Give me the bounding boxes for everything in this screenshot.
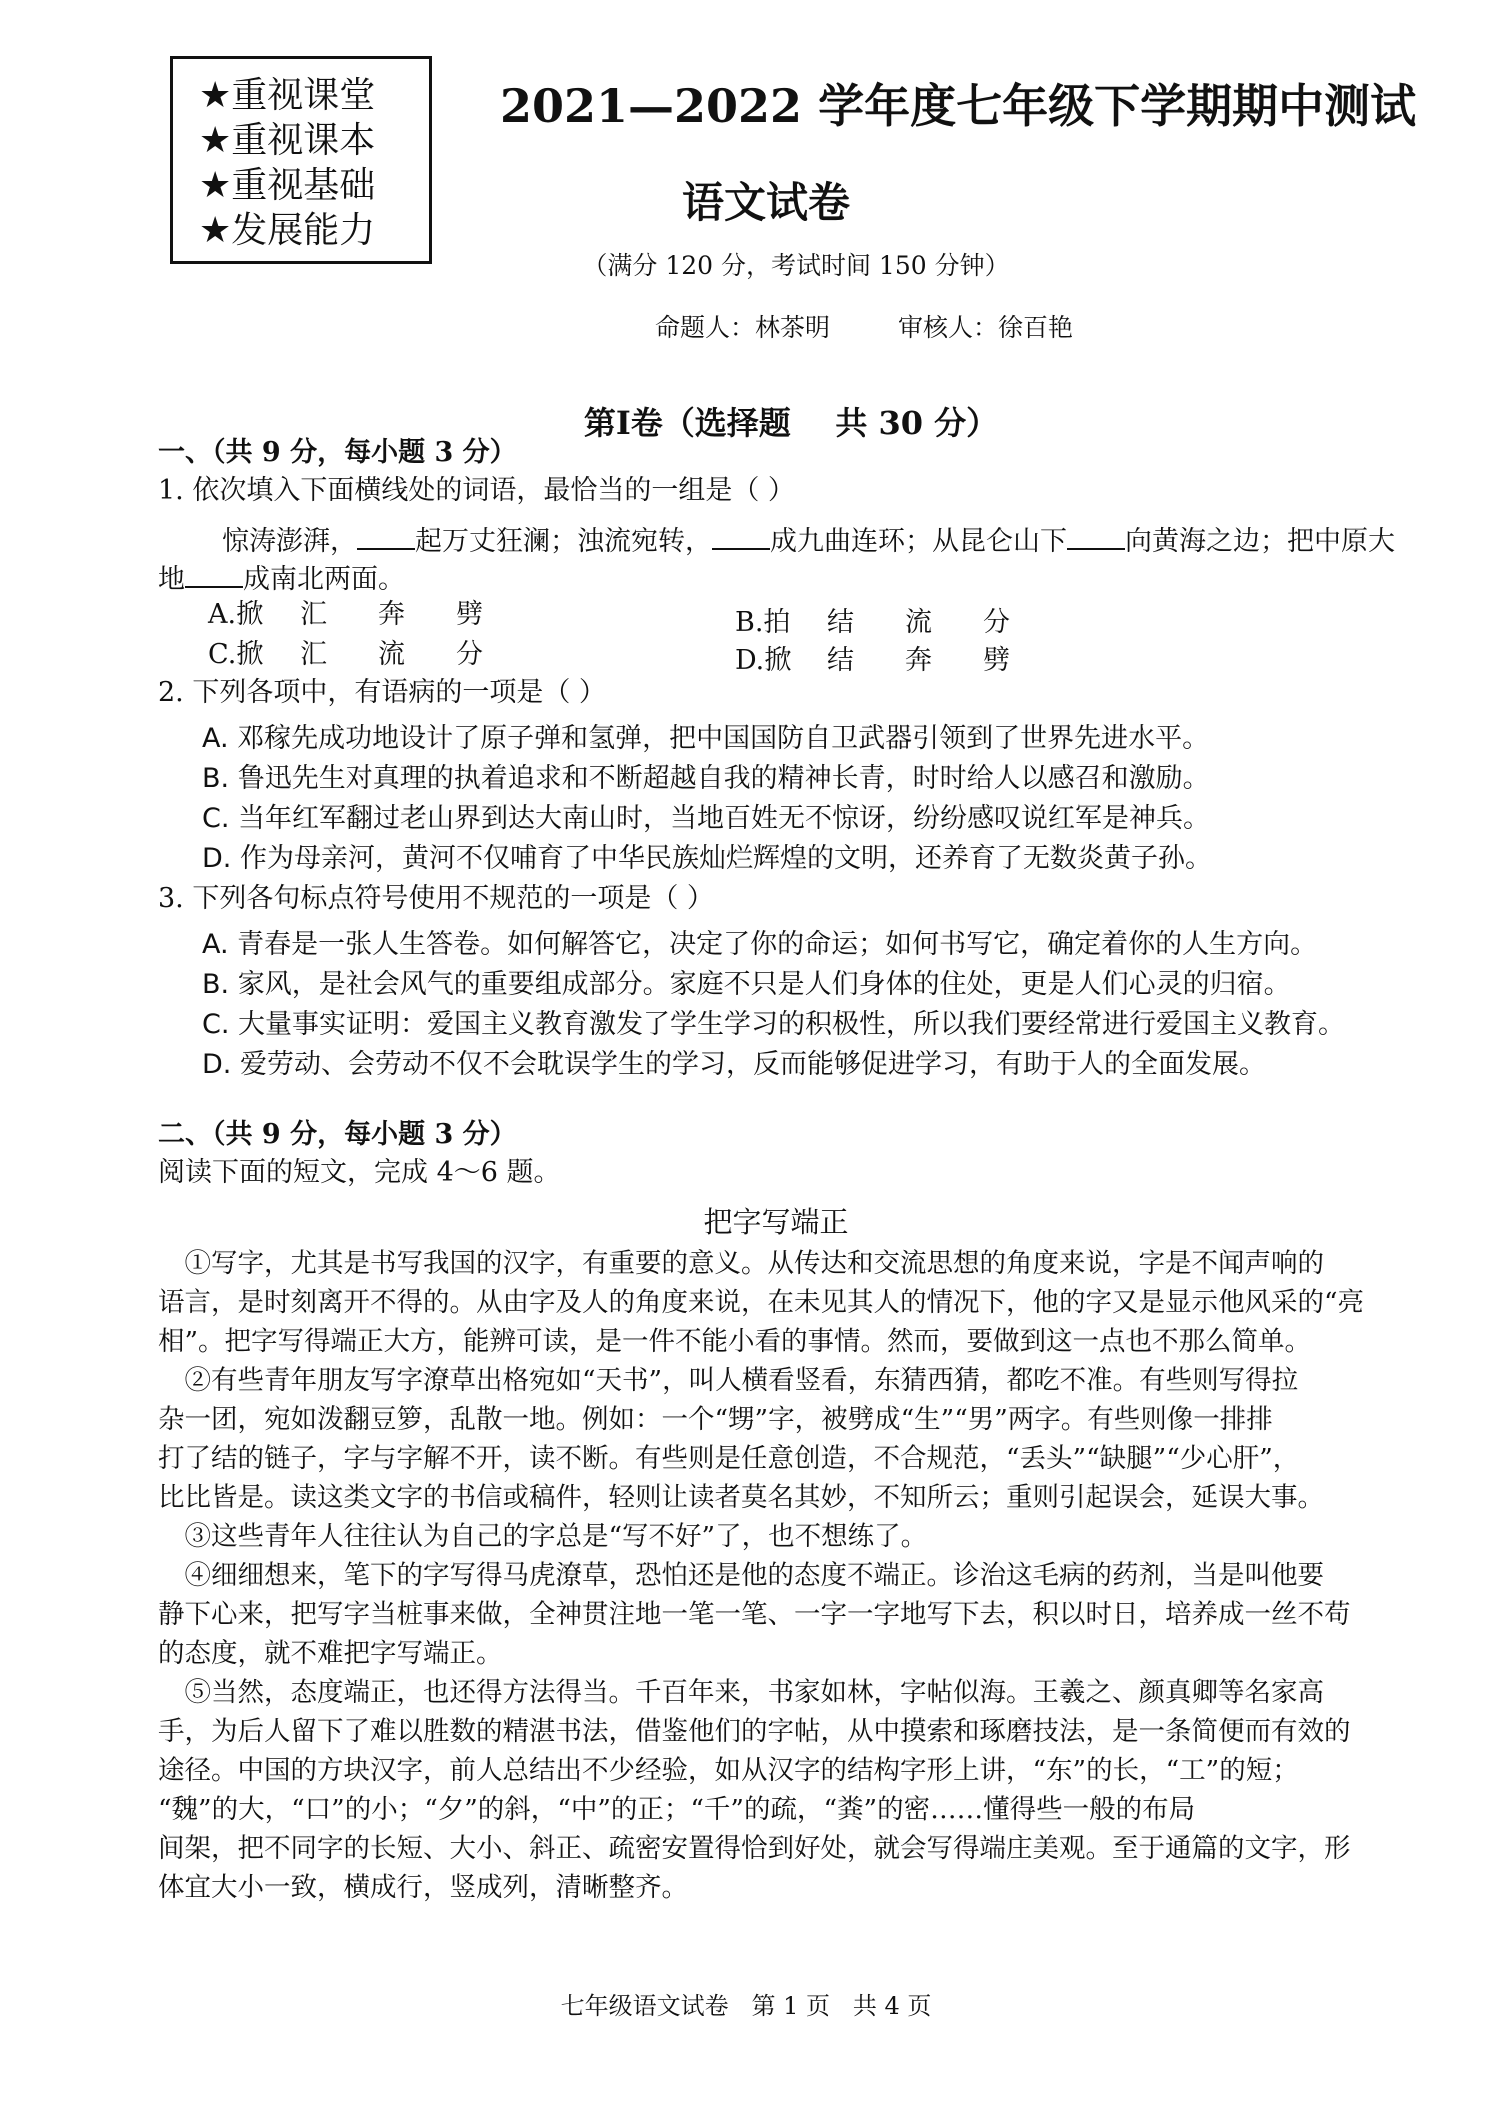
q1-option-b xyxy=(735,606,1061,640)
essay-line: ⑤当然，态度端正，也还得方法得当。千百年来，书家如林，字帖似海。王羲之、颜真卿等名家高 xyxy=(158,1677,1324,1708)
essay-line: 杂一团，宛如泼翻豆箩，乱散一地。例如：一个“甥”字，被劈成“生”“男”两字。有些则像一排排 xyxy=(158,1404,1273,1435)
option-word: 奔 xyxy=(378,599,405,630)
blank-line xyxy=(712,522,770,550)
option-word: 奔 xyxy=(905,645,932,676)
option-word: 劈 xyxy=(983,645,1010,676)
essay-line: 相”。把字写得端正大方，能辨可读，是一件不能小看的事情。然而，要做到这一点也不那么简单。 xyxy=(158,1326,1312,1357)
section1-header: 一、（共 9 分，每小题 3 分） xyxy=(158,437,517,468)
essay-body xyxy=(158,1244,1458,1907)
q2-option-c: C. 当年红军翻过老山界到达大南山时，当地百姓无不惊讶，纷纷感叹说红军是神兵。 xyxy=(202,803,1211,834)
q1-passage-f: 成南北两面。 xyxy=(243,564,405,595)
q1-option-c xyxy=(208,638,534,672)
option-word: 汇 xyxy=(300,639,327,670)
q1-option-a xyxy=(208,598,534,632)
q2-option-d: D. 作为母亲河，黄河不仅哺育了中华民族灿烂辉煌的文明，还养育了无数炎黄子孙。 xyxy=(202,843,1212,874)
q1-passage-b: 起万丈狂澜；浊流宛转， xyxy=(415,526,712,557)
q1-passage-line2 xyxy=(158,560,405,597)
essay-line: ②有些青年朋友写字潦草出格宛如“天书”，叫人横看竖看，东猜西猜，都吃不准。有些则写得拉 xyxy=(158,1365,1299,1396)
q3-option-b: B. 家风，是社会风气的重要组成部分。家庭不只是人们身体的住处，更是人们心灵的归宿。 xyxy=(202,969,1291,1000)
essay-line: ①写字，尤其是书写我国的汉字，有重要的意义。从传达和交流思想的角度来说，字是不闻声响的 xyxy=(158,1248,1324,1279)
option-word: 结 xyxy=(827,607,854,638)
option-word: 劈 xyxy=(456,599,483,630)
option-word: 分 xyxy=(456,639,483,670)
q1-passage-e: 地 xyxy=(158,564,185,595)
essay-line: 间架，把不同字的长短、大小、斜正、疏密安置得恰到好处，就会写得端庄美观。至于通篇的文字，形 xyxy=(158,1833,1351,1864)
essay-line: “魏”的大，“口”的小；“夕”的斜，“中”的正；“千”的疏，“粪”的密……懂得些一般的布局 xyxy=(158,1794,1196,1825)
essay-line: 静下心来，把写字当桩事来做，全神贯注地一笔一笔、一字一字地写下去，积以时日，培养成一丝不苟 xyxy=(158,1599,1351,1630)
q1-passage-c: 成九曲连环；从昆仑山下 xyxy=(770,526,1067,557)
q1-stem: 1. 依次填入下面横线处的词语，最恰当的一组是（ ） xyxy=(158,475,795,506)
motto-line: ★重视课堂 xyxy=(199,75,376,116)
q3-option-a: A. 青春是一张人生答卷。如何解答它，决定了你的命运；如何书写它，确定着你的人生方向。 xyxy=(202,929,1318,960)
q2-option-a: A. 邓稼先成功地设计了原子弹和氢弹，把中国国防自卫武器引领到了世界先进水平。 xyxy=(202,723,1210,754)
essay-line: 比比皆是。读这类文字的书信或稿件，轻则让读者莫名其妙，不知所云；重则引起误会，延误大事。 xyxy=(158,1482,1324,1513)
exam-title: 2021—2022 学年度七年级下学期期中测试 xyxy=(500,79,1417,133)
blank-line xyxy=(185,560,243,588)
option-word: A.掀 xyxy=(208,599,264,630)
motto-line: ★发展能力 xyxy=(199,210,376,251)
essay-line: 的态度，就不难把字写端正。 xyxy=(158,1638,503,1669)
page-footer: 七年级语文试卷 第 1 页 共 4 页 xyxy=(560,1992,932,2020)
essay-line: ③这些青年人往往认为自己的字总是“写不好”了，也不想练了。 xyxy=(158,1521,928,1552)
motto-box xyxy=(170,56,432,264)
essay-line: 手，为后人留下了难以胜数的精湛书法，借鉴他们的字帖，从中摸索和琢磨技法，是一条简便而有效的 xyxy=(158,1716,1351,1747)
motto-line: ★重视基础 xyxy=(199,165,376,206)
authors-line xyxy=(655,308,1073,344)
q1-passage-line1 xyxy=(222,522,1395,559)
exam-subtitle: 语文试卷 xyxy=(681,178,850,227)
q1-option-d xyxy=(735,644,1061,678)
option-word: 汇 xyxy=(300,599,327,630)
q3-option-c: C. 大量事实证明：爱国主义教育激发了学生学习的积极性，所以我们要经常进行爱国主义教育。 xyxy=(202,1009,1346,1040)
q1-passage-a: 惊涛澎湃， xyxy=(222,526,357,557)
blank-line xyxy=(1067,522,1125,550)
part1-title: 第Ⅰ卷（选择题 共 30 分） xyxy=(583,404,999,442)
section2-header: 二、（共 9 分，每小题 3 分） xyxy=(158,1119,517,1150)
section2-instruction: 阅读下面的短文，完成 4～6 题。 xyxy=(158,1157,561,1188)
q3-option-d: D. 爱劳动、会劳动不仅不会耽误学生的学习，反而能够促进学习，有助于人的全面发展。 xyxy=(202,1049,1266,1080)
option-word: 分 xyxy=(983,607,1010,638)
q3-stem: 3. 下列各句标点符号使用不规范的一项是（ ） xyxy=(158,883,714,914)
option-word: C.掀 xyxy=(208,639,264,670)
author: 命题人：林茶明 xyxy=(655,313,831,342)
essay-line: 途径。中国的方块汉字，前人总结出不少经验，如从汉字的结构字形上讲，“东”的长，“工”的短； xyxy=(158,1755,1299,1786)
q1-passage-d: 向黄海之边；把中原大 xyxy=(1125,526,1395,557)
motto-line: ★重视课本 xyxy=(199,120,376,161)
option-word: 流 xyxy=(378,639,405,670)
q2-stem: 2. 下列各项中，有语病的一项是（ ） xyxy=(158,677,606,708)
option-word: 流 xyxy=(905,607,932,638)
option-word: D.掀 xyxy=(735,645,792,676)
essay-line: 语言，是时刻离开不得的。从由字及人的角度来说，在未见其人的情况下，他的字又是显示他风采的“亮 xyxy=(158,1287,1365,1318)
option-word: B.拍 xyxy=(735,607,791,638)
reviewer: 审核人：徐百艳 xyxy=(897,313,1073,342)
exam-info: （满分 120 分，考试时间 150 分钟） xyxy=(582,251,1010,280)
essay-line: 打了结的链子，字与字解不开，读不断。有些则是任意创造，不合规范，“丢头”“缺腿”“少心肝”， xyxy=(158,1443,1300,1474)
essay-title: 把字写端正 xyxy=(703,1205,849,1239)
blank-line xyxy=(357,522,415,550)
option-word: 结 xyxy=(827,645,854,676)
essay-line: 体宜大小一致，横成行，竖成列，清晰整齐。 xyxy=(158,1872,688,1903)
essay-line: ④细细想来，笔下的字写得马虎潦草，恐怕还是他的态度不端正。诊治这毛病的药剂，当是叫他要 xyxy=(158,1560,1324,1591)
q2-option-b: B. 鲁迅先生对真理的执着追求和不断超越自我的精神长青，时时给人以感召和激励。 xyxy=(202,763,1210,794)
